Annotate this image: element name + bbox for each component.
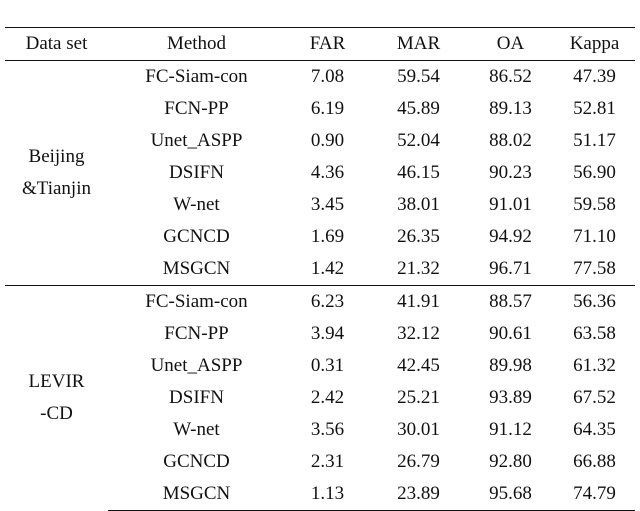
method-cell: Unet_ASPP: [150, 130, 243, 151]
oa-cell: 94.92: [489, 226, 532, 247]
kappa-cell: 56.36: [554, 286, 635, 319]
method-cell: GCNCD: [163, 226, 230, 247]
oa-cell: 86.52: [489, 66, 532, 87]
header-oa: OA: [467, 28, 554, 61]
method-cell: W-net: [173, 194, 220, 215]
far-cell: 3.45: [310, 194, 345, 215]
header-mar: MAR: [370, 28, 467, 61]
dataset-label: Beijing: [28, 146, 85, 167]
mar-cell: 30.01: [397, 419, 440, 440]
oa-cell: 88.02: [489, 130, 532, 151]
kappa-cell: 51.17: [573, 130, 616, 151]
oa-cell: 91.01: [489, 194, 532, 215]
far-cell-best: 0.90: [310, 130, 345, 151]
oa-cell: 88.57: [467, 286, 554, 319]
header-method: Method: [108, 28, 285, 61]
mar-cell: 25.21: [397, 387, 440, 408]
far-cell: 3.56: [310, 419, 345, 440]
method-cell: FCN-PP: [164, 98, 229, 119]
far-cell: 1.42: [310, 258, 345, 279]
header-dataset: Data set: [5, 28, 108, 61]
mar-cell: 26.79: [397, 451, 440, 472]
oa-cell: 92.80: [489, 451, 532, 472]
far-cell: 4.36: [310, 162, 345, 183]
table-row: [5, 61, 635, 94]
far-cell: 1.13: [285, 478, 370, 511]
results-table: [5, 27, 635, 511]
kappa-cell: 61.32: [573, 355, 616, 376]
oa-cell: 90.23: [489, 162, 532, 183]
mar-cell: 38.01: [397, 194, 440, 215]
kappa-cell: 59.58: [573, 194, 616, 215]
far-cell: 7.08: [310, 66, 345, 87]
method-cell: Unet_ASPP: [150, 355, 243, 376]
method-cell: MSGCN: [162, 258, 231, 279]
far-cell: 6.23: [285, 286, 370, 319]
method-cell: W-net: [173, 419, 220, 440]
oa-cell: 90.61: [489, 323, 532, 344]
kappa-cell: 47.39: [573, 66, 616, 87]
kappa-cell-best: 77.58: [573, 258, 616, 279]
kappa-cell-best: 74.79: [554, 478, 635, 511]
method-cell: FC-Siam-con: [145, 66, 248, 87]
oa-cell-best: 95.68: [467, 478, 554, 511]
table-row: [5, 286, 635, 319]
mar-cell-best: 23.89: [370, 478, 467, 511]
kappa-cell: 64.35: [573, 419, 616, 440]
kappa-cell: 71.10: [573, 226, 616, 247]
method-cell: GCNCD: [163, 451, 230, 472]
method-cell: MSGCN: [108, 478, 285, 511]
dataset-label: -CD: [40, 403, 73, 425]
far-cell: 3.94: [310, 323, 345, 344]
kappa-cell: 66.88: [573, 451, 616, 472]
kappa-cell: 67.52: [573, 387, 616, 408]
kappa-cell: 52.81: [573, 98, 616, 119]
far-cell: 6.19: [310, 98, 345, 119]
far-cell-best: 0.31: [310, 355, 345, 376]
mar-cell: 59.54: [397, 66, 440, 87]
far-cell: 2.31: [310, 451, 345, 472]
mar-cell-best: 21.32: [397, 258, 440, 279]
header-kappa: Kappa: [554, 28, 635, 61]
dataset-label: &Tianjin: [22, 178, 91, 199]
oa-cell-best: 96.71: [489, 258, 532, 279]
mar-cell: 42.45: [397, 355, 440, 376]
header-far: FAR: [285, 28, 370, 61]
mar-cell: 45.89: [397, 98, 440, 119]
oa-cell: 93.89: [489, 387, 532, 408]
oa-cell: 91.12: [489, 419, 532, 440]
method-cell: DSIFN: [169, 387, 224, 408]
method-cell: DSIFN: [169, 162, 224, 183]
far-cell: 1.69: [310, 226, 345, 247]
mar-cell: 32.12: [397, 323, 440, 344]
oa-cell: 89.13: [489, 98, 532, 119]
oa-cell: 89.98: [489, 355, 532, 376]
kappa-cell: 56.90: [573, 162, 616, 183]
method-cell: FCN-PP: [164, 323, 229, 344]
method-cell: FC-Siam-con: [108, 286, 285, 319]
mar-cell: 46.15: [397, 162, 440, 183]
far-cell: 2.42: [310, 387, 345, 408]
kappa-cell: 63.58: [573, 323, 616, 344]
header-row: [5, 28, 635, 61]
dataset-cell-beijing-tianjin: [5, 61, 108, 286]
dataset-label: LEVIR: [28, 371, 85, 393]
mar-cell: 41.91: [370, 286, 467, 319]
mar-cell: 26.35: [397, 226, 440, 247]
dataset-cell-levir-cd: [5, 286, 108, 511]
mar-cell: 52.04: [397, 130, 440, 151]
